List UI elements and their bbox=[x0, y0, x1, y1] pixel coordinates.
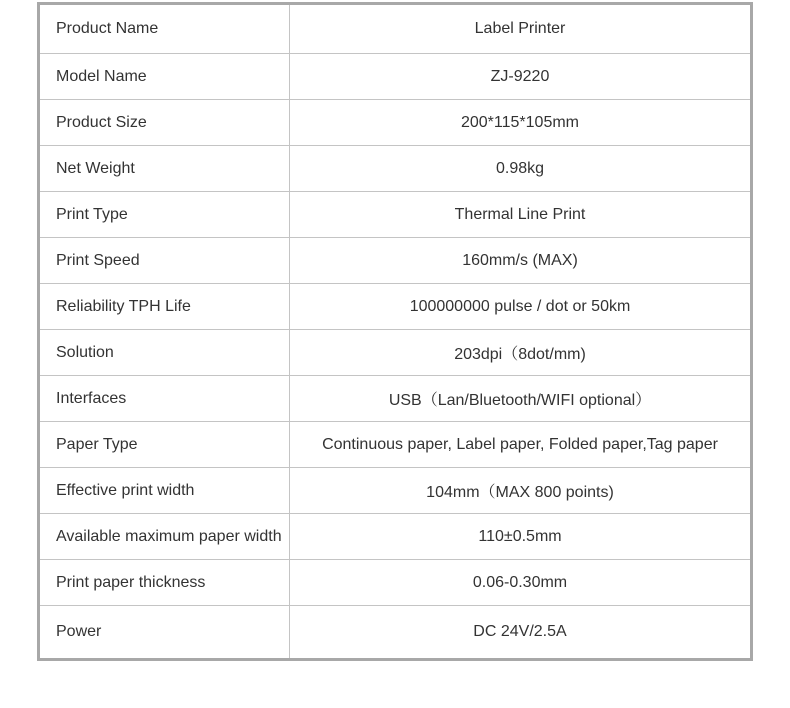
table-row bbox=[39, 514, 752, 560]
spec-value: 160mm/s (MAX) bbox=[290, 238, 752, 284]
spec-value: 110±0.5mm bbox=[290, 514, 752, 560]
spec-value: ZJ-9220 bbox=[290, 54, 752, 100]
spec-value: USB（Lan/Bluetooth/WIFI optional） bbox=[290, 376, 752, 422]
spec-value: 0.98kg bbox=[290, 146, 752, 192]
table-row bbox=[39, 422, 752, 468]
spec-label: Product Size bbox=[39, 100, 290, 146]
spec-value: 100000000 pulse / dot or 50km bbox=[290, 284, 752, 330]
spec-value: 104mm（MAX 800 points) bbox=[290, 468, 752, 514]
spec-value: DC 24V/2.5A bbox=[473, 623, 567, 640]
spec-label: Model Name bbox=[39, 54, 290, 100]
table-row bbox=[39, 284, 752, 330]
spec-label: Print Speed bbox=[39, 238, 290, 284]
spec-label: Reliability TPH Life bbox=[39, 284, 290, 330]
table-row bbox=[39, 560, 752, 606]
spec-label: Power bbox=[39, 606, 290, 660]
table-row bbox=[39, 4, 752, 54]
spec-label: Net Weight bbox=[39, 146, 290, 192]
spec-value: 200*115*105mm bbox=[290, 100, 752, 146]
table-row bbox=[39, 238, 752, 284]
spec-label: Print Type bbox=[39, 192, 290, 238]
table-row bbox=[39, 376, 752, 422]
spec-value: Label Printer bbox=[290, 4, 752, 54]
spec-label: Effective print width bbox=[39, 468, 290, 514]
table-row bbox=[39, 468, 752, 514]
spec-label: Product Name bbox=[39, 4, 290, 54]
spec-value: Continuous paper, Label paper, Folded paper,Tag paper bbox=[290, 422, 752, 468]
table-row bbox=[39, 330, 752, 376]
spec-label: Print paper thickness bbox=[39, 560, 290, 606]
spec-label: Solution bbox=[39, 330, 290, 376]
table-row bbox=[39, 192, 752, 238]
spec-value: Thermal Line Print bbox=[290, 192, 752, 238]
spec-table bbox=[37, 2, 753, 661]
spec-value: 203dpi（8dot/mm) bbox=[290, 330, 752, 376]
table-row bbox=[39, 100, 752, 146]
spec-label: Available maximum paper width bbox=[39, 514, 290, 560]
spec-label: Interfaces bbox=[39, 376, 290, 422]
spec-label: Paper Type bbox=[39, 422, 290, 468]
table-row bbox=[39, 54, 752, 100]
spec-value: 0.06-0.30mm bbox=[290, 560, 752, 606]
table-row bbox=[39, 146, 752, 192]
table-row bbox=[39, 606, 752, 660]
